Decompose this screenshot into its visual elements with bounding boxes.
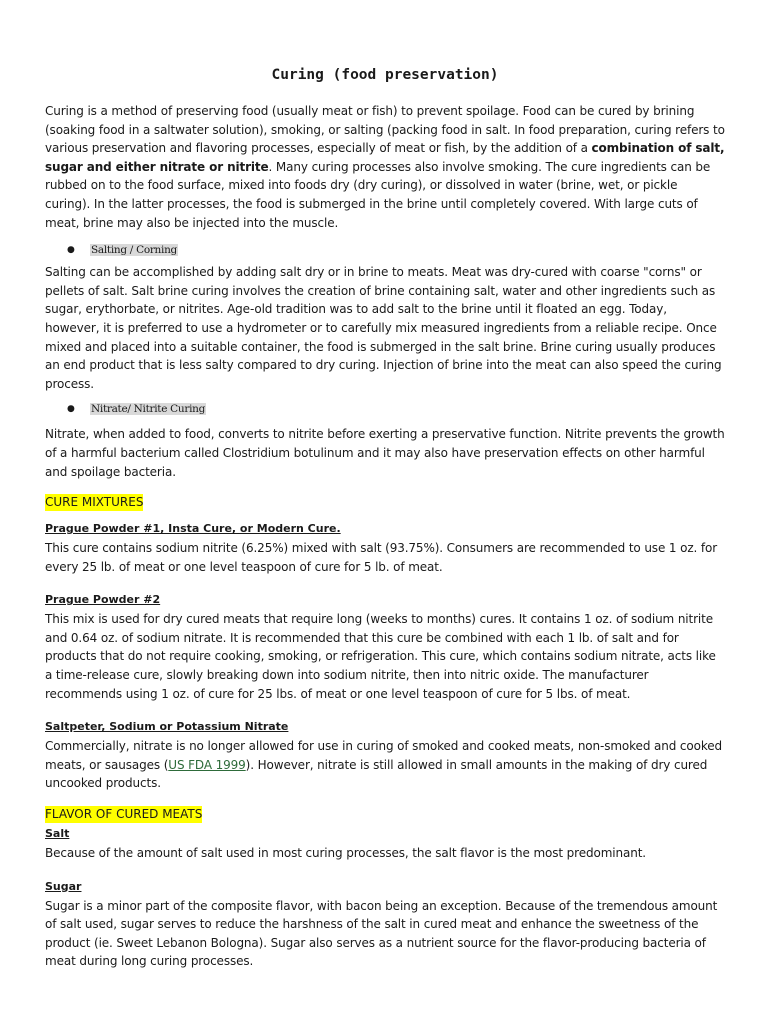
salting-paragraph: Salting can be accomplished by adding salt dry or in brine to meats. Meat was dry-cured with coarse "corns" or pellets of salt. Salt brine curing involves the creation of brine containing salt, water and other ingredients such as sugar, erythorbate, or nitrites. Age-old tradition was to add salt to the brine until it floated an egg. Today, however, it is preferred to use a hydrometer or to carefully mix measured ingredients from a reliable recipe. Once mixed and placed into a suitable container, the food is submerged in the salt brine. Brine curing usually produces an end product that is less salty compared to dry curing. Injection of brine into the meat can also speed the curing process. — [45, 265, 722, 391]
cure-mixtures-heading: CURE MIXTURES — [45, 495, 144, 510]
intro-bold-text: combination of salt, sugar and either nitrate or nitrite — [45, 141, 725, 174]
intro-text-1: Curing is a method of preserving food (usually meat or fish) to prevent spoilage. Food can be cured by brining (soaking food in a saltwater solution), smoking, or salting (packing food in salt. In food preparation, curing refers to various preservation and flavoring processes, especially of meat or fish, by the addition of a — [45, 104, 725, 156]
salt-paragraph: Because of the amount of salt used in most curing processes, the salt flavor is the most predominant. — [45, 846, 646, 861]
intro-text-2: . Many curing processes also involve smoking. The cure ingredients can be rubbed on to the food surface, mixed into foods dry (dry curing), or dissolved in water (brine, wet, or pickle curing). In the latter processes, the food is submerged in the brine until completely covered. With large cuts of meat, brine may also be injected into the muscle. — [45, 159, 711, 230]
nitrate-paragraph: Nitrate, when added to food, converts to nitrite before exerting a preservative function. Nitrite prevents the growth of a harmful bacterium called Clostridium botulinum and it may also have preservation effects on other harmful and spoilage bacteria. — [45, 427, 725, 479]
sugar-paragraph: Sugar is a minor part of the composite flavor, with bacon being an exception. Because of the tremendous amount of salt used, sugar serves to reduce the harshness of the salt in cured meat and enhance the sweetness of the product (ie. Sweet Lebanon Bologna). Sugar also serves as a nutrient source for the flavor-producing bacteria of meat during long curing processes. — [45, 898, 718, 969]
page-title: Curing (food preservation) — [271, 67, 499, 83]
flavor-heading: FLAVOR OF CURED MEATS — [45, 807, 203, 822]
flavor-heading-wrap — [45, 803, 725, 823]
saltpeter-title: Saltpeter, Sodium or Potassium Nitrate — [45, 720, 289, 734]
document-page — [45, 66, 725, 971]
saltpeter-text-2: ). However, nitrate is still allowed in small amounts in the making of dry cured uncooked products. — [45, 757, 708, 791]
prague2-title: Prague Powder #2 — [45, 593, 161, 607]
bullet-dot-icon: ● — [67, 404, 75, 415]
bullet-dot-icon: ● — [67, 245, 75, 256]
prague2-paragraph: This mix is used for dry cured meats that require long (weeks to months) cures. It contains 1 oz. of sodium nitrite and 0.64 oz. of sodium nitrate. It is recommended that this cure be combined with each 1 lb. of salt and for products that do not require cooking, smoking, or refrigeration. This cure, which contains sodium nitrate, acts like a time-release cure, slowly breaking down into sodium nitrite, then into nitric oxide. The manufacturer recommends using 1 oz. of cure for 25 lbs. of meat or one level teaspoon of cure for 5 lbs. of meat. — [45, 612, 716, 701]
cure-mixtures-heading-wrap — [45, 491, 725, 511]
bullet-label-nitrate: Nitrate/ Nitrite Curing — [91, 403, 206, 416]
us-fda-link[interactable]: US FDA 1999 — [168, 757, 246, 772]
intro-paragraph — [45, 102, 725, 232]
saltpeter-paragraph — [45, 737, 725, 793]
bullet-nitrate — [45, 401, 725, 417]
prague1-paragraph: This cure contains sodium nitrite (6.25%) mixed with salt (93.75%). Consumers are recommended to use 1 oz. for every 25 lb. of meat or one level teaspoon of cure for 5 lb. of meat. — [45, 541, 718, 574]
prague1-title: Prague Powder #1, Insta Cure, or Modern Cure. — [45, 522, 341, 536]
saltpeter-text-1: Commercially, nitrate is no longer allowed for use in curing of smoked and cooked meats, non-smoked and cooked meats, or sausages ( — [45, 739, 722, 772]
bullet-salting — [45, 242, 725, 258]
salt-title: Salt — [45, 827, 70, 841]
bullet-label-salting: Salting / Corning — [91, 244, 177, 257]
sugar-title: Sugar — [45, 879, 82, 893]
